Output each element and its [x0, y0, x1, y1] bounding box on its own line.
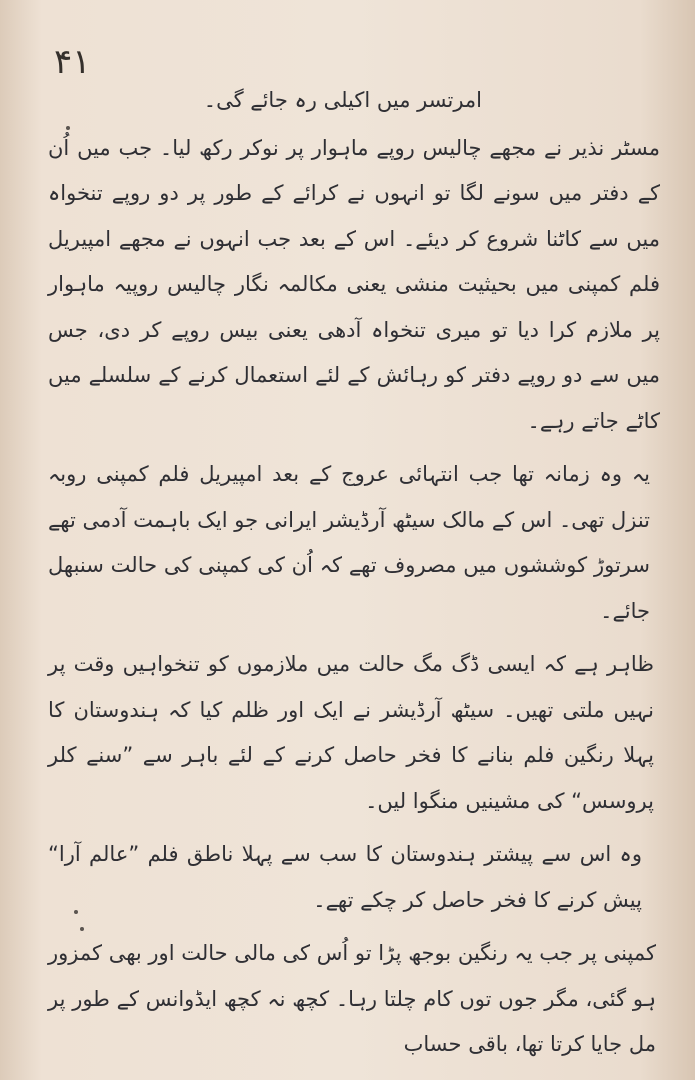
paragraph: امرتسر میں اکیلی رہ جائے گی۔ [203, 88, 482, 112]
paragraph: مسٹر نذیر نے مجھے چالیس روپے ماہوار پر نوکر رکھ لیا۔ جب میں اُن کے دفتر میں سونے لگا تو انہوں نے کرائے کے طور پر دو روپے تنخواہ میں سے کاٹنا شروع کر دیئے۔ اس کے بعد جب انہوں نے مجھے امپیریل فلم کمپنی میں بحیثیت منشی یعنی مکالمہ نگار چالیس روپیہ ماہوار پر ملازم کرا دیا تو میری تنخواہ آدھی یعنی بیس روپے کر دی، جس میں سے دو روپے دفتر کو رہائش کے لئے استعمال کرنے کے سلسلے میں کاٹے جاتے رہے۔ [48, 135, 660, 433]
paragraph: ظاہر ہے کہ ایسی ڈگ مگ حالت میں ملازموں کو تنخواہیں وقت پر نہیں ملتی تھیں۔ سیٹھ آرڈیشر نے ایک اور ظلم کیا کہ ہندوستان کا پہلا رنگین فلم بنانے کا فخر حاصل کرنے کے لئے باہر سے ”سنے کلر پروسس“ کی مشینیں منگوا لیں۔ [48, 652, 654, 813]
paragraph: یہ وہ زمانہ تھا جب انتہائی عروج کے بعد امپیریل فلم کمپنی روبہ تنزل تھی۔ اس کے مالک سیٹھ آرڈیشر ایرانی جو ایک باہمت آدمی تھے سرتوڑ کوششوں میں مصروف تھے کہ اُن کی کمپنی کی حالت سنبھل جائے۔ [48, 462, 650, 623]
page-number: ۴۱ [54, 42, 91, 82]
urdu-text-block [48, 78, 660, 1068]
paragraph: وہ اس سے پیشتر ہندوستان کا سب سے پہلا ناطق فلم ”عالم آرا“ پیش کرنے کا فخر حاصل کر چکے تھے۔ [48, 842, 642, 912]
paragraph: کمپنی پر جب یہ رنگین بوجھ پڑا تو اُس کی مالی حالت اور بھی کمزور ہو گئی، مگر جوں توں کام چلتا رہا۔ کچھ نہ کچھ ایڈوانس کے طور پر مل جایا کرتا تھا، باقی حساب [48, 941, 656, 1056]
